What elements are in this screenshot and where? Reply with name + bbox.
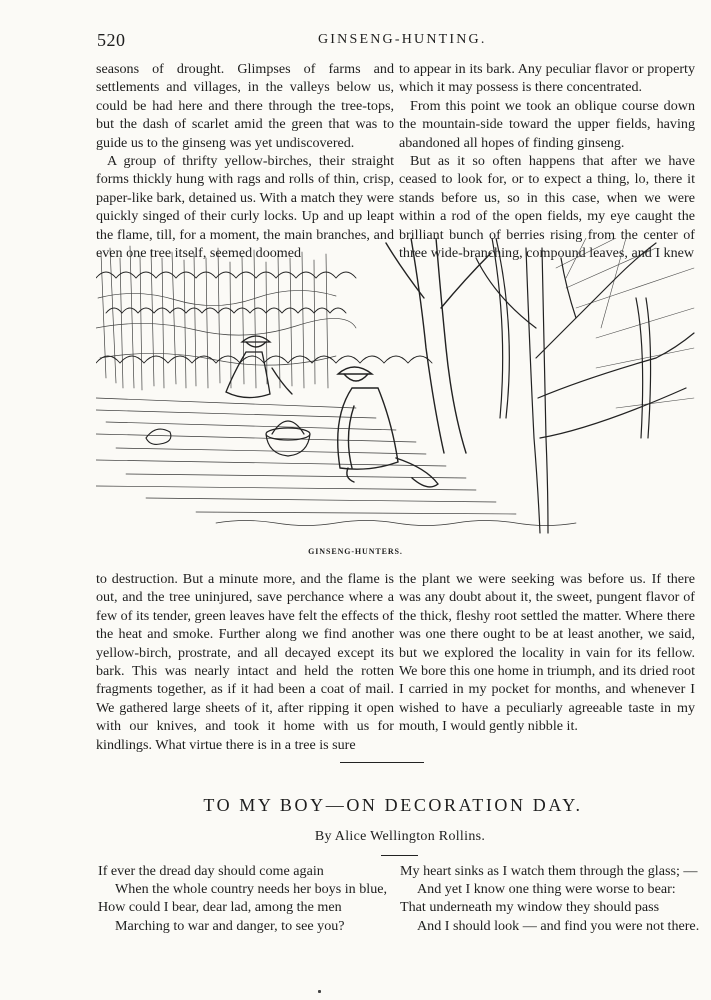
poem-byline: By Alice Wellington Rollins. [314, 829, 486, 844]
paragraph: to appear in its bark. Any peculiar flavor or property which it may possess is there concentrated. [399, 61, 695, 96]
poem-line: My heart sinks as I watch them through the glass; — [400, 863, 698, 879]
paragraph: seasons of drought. Glimpses of farms and settlements and villages, in the valleys below us, could be had here and there through the tree-tops, but the dash of scarlet amid the green that was to guide us to the ginseng was yet undiscovered. [96, 61, 394, 151]
article-column-top-left [96, 60, 394, 262]
paragraph: From this point we took an oblique course down the mountain-side toward the upper fields, having abandoned all hopes of finding ginseng. [399, 97, 695, 151]
printer-mark [318, 990, 321, 993]
byline-rule [381, 855, 418, 856]
poem-line: And I should look — and find you were not there. [417, 917, 700, 934]
poem-title: TO MY BOY—ON DECORATION DAY. [203, 795, 583, 815]
paragraph: But as it so often happens that after we have ceased to look for, or to expect a thing, lo, there it stands before us, so in this case, when we were within a rod of the open fields, my eye caught the brilliant bunch of berries rising from the center of three wide-branching, compound leaves, and I knew [399, 153, 695, 262]
poem-line: Marching to war and danger, to see you? [115, 917, 345, 934]
poem-line: How could I bear, dear lad, among the men [98, 899, 342, 916]
poem-line: That underneath my window they should pass [400, 899, 660, 916]
paragraph: to destruction. But a minute more, and the flame is out, and the tree uninjured, save perchance where a few of its tender, green leaves have felt the effects of the heat and smoke. Further along we find another yellow-birch, prostrate, and all decayed except its bark. This was nearly intact and held the rotten fragments together, as if it had been a coat of mail. We gathered large sheets of it, after ripping it open with our knives, and took it home with us for kindlings. What virtue there is in a tree is sure [96, 571, 394, 753]
illustration-caption: GINSENG-HUNTERS. [308, 547, 403, 556]
paragraph: A group of thrifty yellow-birches, their straight forms thickly hung with rags and rolls of thin, crisp, paper-like bark, detained us. With a match they were quickly singed of their curly locks. Up and up leapt the flame, till, for a moment, the main branches, and even one tree itself, seemed doomed [96, 153, 394, 262]
ginseng-hunters-illustration [96, 238, 696, 540]
article-column-bottom-left [96, 570, 394, 754]
poem-stanza-left [98, 862, 398, 935]
article-column-bottom-right [399, 570, 695, 736]
page-number: 520 [97, 30, 126, 50]
paragraph: the plant we were seeking was before us. If there was any doubt about it, the sweet, pungent flavor of the thick, fleshy root settled the matter. Where there was one there ought to be at least another, we said, but we explored the locality in vain for its fellow. We bore this one home in triumph, and its dried root I carried in my pocket for months, and whenever I wished to have a peculiarly agreeable taste in my mouth, I would gently nibble it. [399, 571, 695, 735]
article-column-top-right [399, 60, 695, 262]
section-separator-rule [340, 762, 424, 763]
poem-line: If ever the dread day should come again [98, 863, 324, 879]
poem-line: And yet I know one thing were worse to bear: [417, 881, 676, 898]
running-title: GINSENG-HUNTING. [318, 32, 487, 47]
poem-line: When the whole country needs her boys in blue, [115, 881, 388, 898]
poem-stanza-right [400, 862, 700, 935]
